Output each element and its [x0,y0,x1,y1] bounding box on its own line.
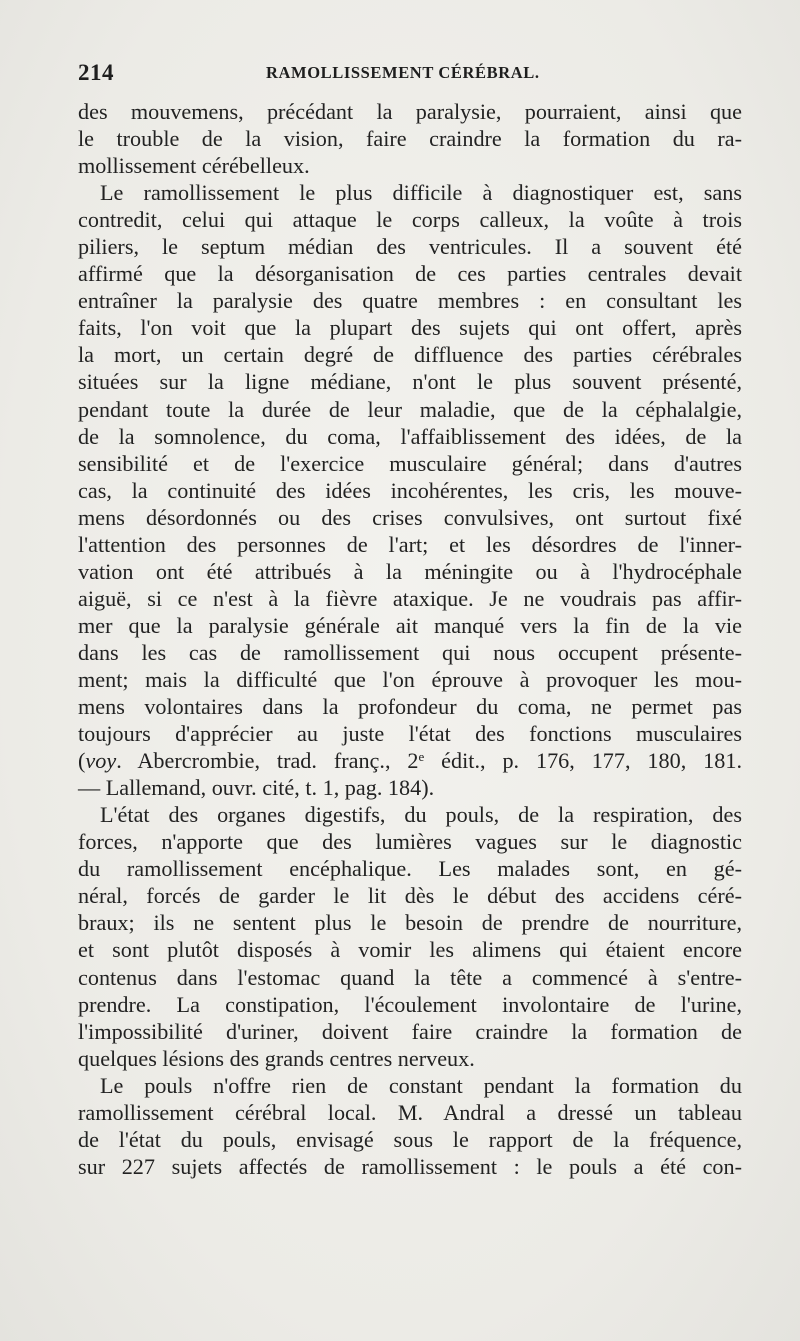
paragraph [78,801,742,1071]
paragraph [78,98,742,179]
text-line: cas, la continuité des idées incohérentes, les cris, les mouve- [78,477,742,503]
citation-text: . Abercrombie, trad. franç., 2 [116,748,419,774]
paragraph [78,1072,742,1180]
page-number: 214 [78,60,114,85]
text-line: mollissement cérébelleux. [78,153,310,179]
text-line: l'attention des personnes de l'art; et les désordres de l'inner- [78,531,742,557]
text-line: pendant toute la durée de leur maladie, que de la céphalalgie, [78,396,742,422]
text-line: le trouble de la vision, faire craindre la formation du ra- [78,126,742,152]
text-line: entraîner la paralysie des quatre membres : en consultant les [78,288,742,314]
text-line: aiguë, si ce n'est à la fièvre ataxique. Je ne voudrais pas affir- [78,585,742,611]
text-line: ment; mais la difficulté que l'on éprouve à provoquer les mou- [78,666,742,692]
text-line: de la somnolence, du coma, l'affaiblissement des idées, de la [78,423,742,449]
text-line: L'état des organes digestifs, du pouls, de la respiration, des [100,802,742,828]
text-line: vation ont été attribués à la méningite ou à l'hydrocéphale [78,558,742,584]
text-line: braux; ils ne sentent plus le besoin de prendre de nourriture, [78,910,742,936]
text-line: forces, n'apporte que des lumières vagues sur le diagnostic [78,829,742,855]
text-line: — Lallemand, ouvr. cité, t. 1, pag. 184). [78,775,435,801]
text-line: contenus dans l'estomac quand la tête a commencé à s'entre- [78,964,742,990]
text-line: quelques lésions des grands centres nerveux. [78,1045,475,1071]
text-line: Le ramollissement le plus difficile à diagnostiquer est, sans [100,180,742,206]
text-line: situées sur la ligne médiane, n'ont le plus souvent présenté, [78,369,742,395]
text-line: contredit, celui qui attaque le corps calleux, la voûte à trois [78,207,742,233]
text-line: mens volontaires dans la profondeur du coma, ne permet pas [78,694,742,720]
text-line: toujours d'apprécier au juste l'état des fonctions musculaires [78,721,742,747]
text-line: de l'état du pouls, envisagé sous le rapport de la fréquence, [78,1126,742,1152]
text-line: dans les cas de ramollissement qui nous occupent présente- [78,639,742,665]
text-line: sur 227 sujets affectés de ramollissement : le pouls a été con- [78,1153,742,1179]
text-line: sensibilité et de l'exercice musculaire général; dans d'autres [78,450,742,476]
text-line: prendre. La constipation, l'écoulement involontaire de l'urine, [78,991,742,1017]
citation-text-2: édit., p. 176, 177, 180, 181. [424,748,742,774]
text-line: Le pouls n'offre rien de constant pendant la formation du [100,1072,742,1098]
text-line: néral, forcés de garder le lit dès le début des accidens céré- [78,883,742,909]
paragraph [78,179,742,801]
text-line: mens désordonnés ou des crises convulsives, ont surtout fixé [78,504,742,530]
running-title: RAMOLLISSEMENT CÉRÉBRAL. [266,63,540,82]
text-line: la mort, un certain degré de diffluence des parties cérébrales [78,342,742,368]
text-line: l'impossibilité d'uriner, doivent faire craindre la formation de [78,1018,742,1044]
text-line: du ramollissement encéphalique. Les malades sont, en gé- [78,856,742,882]
citation-voy: voy [85,748,117,774]
superscript-e: e [418,749,425,765]
text-line: piliers, le septum médian des ventricules. Il a souvent été [78,234,742,260]
citation-open-paren: ( [78,748,86,774]
text-line: et sont plutôt disposés à vomir les alimens qui étaient encore [78,937,742,963]
text-line: faits, l'on voit que la plupart des sujets qui ont offert, après [78,315,742,341]
text-line-citation [78,747,742,774]
page-header [78,60,742,94]
text-line: affirmé que la désorganisation de ces parties centrales devait [78,261,742,287]
text-line: des mouvemens, précédant la paralysie, pourraient, ainsi que [78,99,742,124]
text-line: mer que la paralysie générale ait manqué vers la fin de la vie [78,612,742,638]
text-line: ramollissement cérébral local. M. Andral a dressé un tableau [78,1099,742,1125]
body-text [78,98,742,1180]
